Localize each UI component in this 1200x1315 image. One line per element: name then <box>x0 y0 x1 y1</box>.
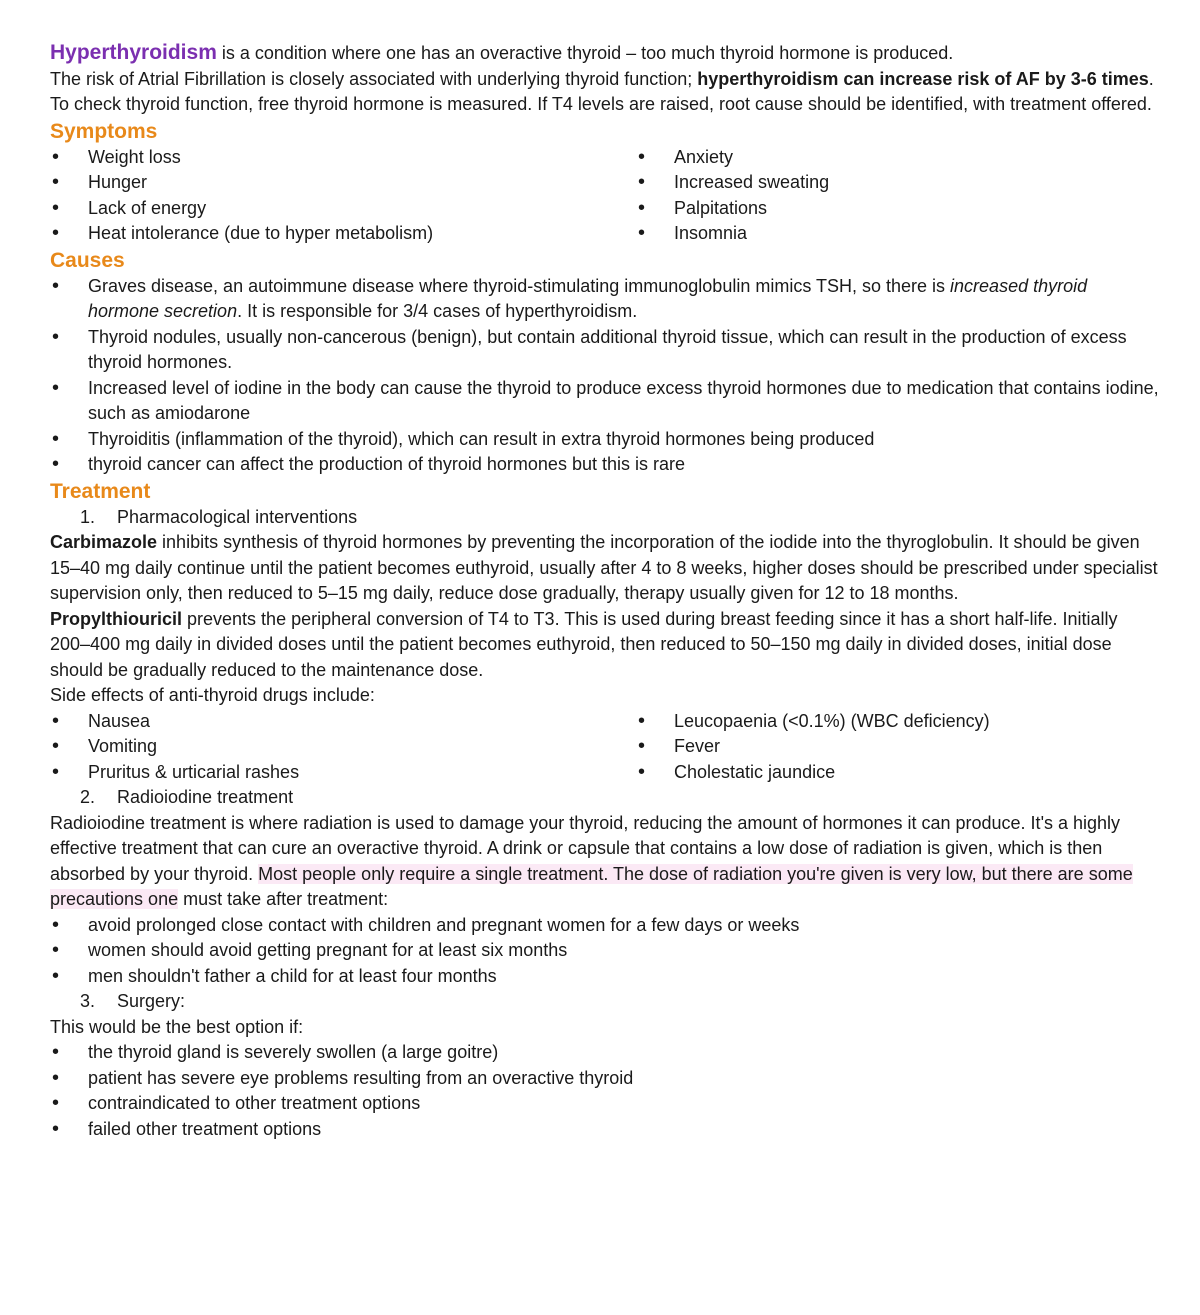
surgery-subheading <box>50 989 1160 1015</box>
radio-text-end: must take after treatment: <box>178 889 389 909</box>
side-effects-intro: Side effects of anti-thyroid drugs include: <box>50 685 375 705</box>
list-item: • Nausea <box>50 709 636 735</box>
list-item: • Lack of energy <box>50 196 636 222</box>
list-item: • Leucopaenia (<0.1%) (WBC deficiency) <box>636 709 1160 735</box>
pharma-label: Pharmacological interventions <box>117 506 358 527</box>
title-word: Hyperthyroidism <box>50 41 217 64</box>
list-item: • Thyroid nodules, usually non-cancerous (benign), but contain additional thyroid tissue, which can result in the production of excess thyroid hormones. <box>50 325 1160 376</box>
graves-italic: increased thyroid hormone secretion <box>88 275 1088 321</box>
af-paragraph <box>50 67 1160 118</box>
radio-subheading <box>50 785 1160 811</box>
symptoms-heading: Symptoms <box>50 119 158 143</box>
surgery-list <box>50 1040 1160 1142</box>
af-text: The risk of Atrial Fibrillation is closely associated with underlying thyroid function; <box>50 68 698 89</box>
symptoms-list <box>50 145 1160 247</box>
list-item: • thyroid cancer can affect the production of thyroid hormones but this is rare <box>50 452 1160 478</box>
carbimazole-paragraph <box>50 530 1160 607</box>
af-risk-bold: hyperthyroidism can increase risk of AF by 3-6 times <box>697 68 1149 89</box>
surgery-label: Surgery: <box>117 991 186 1011</box>
list-item: • Palpitations <box>636 196 1160 222</box>
list-item: • Weight loss <box>50 145 636 171</box>
treatment-heading: Treatment <box>50 479 151 503</box>
list-item: • women should avoid getting pregnant for at least six months <box>50 938 1160 964</box>
symptoms-right-column <box>636 145 1160 247</box>
causes-list <box>50 274 1160 478</box>
list-item: • Insomnia <box>636 221 1160 247</box>
af-text-end: . To check thyroid function, free thyroid hormone is measured. If T4 levels are raised, root cause should be identified, with treatment offered. <box>50 68 1154 114</box>
precautions-list <box>50 913 1160 990</box>
list-item: • Heat intolerance (due to hyper metabolism) <box>50 221 636 247</box>
surgery-intro: This would be the best option if: <box>50 1016 304 1037</box>
ptu-name: Propylthiouricil <box>50 608 183 629</box>
intro-definition: is a condition where one has an overactive thyroid – too much thyroid hormone is produced. <box>216 43 954 63</box>
list-item: • the thyroid gland is severely swollen (a large goitre) <box>50 1040 1160 1066</box>
list-item: • Anxiety <box>636 145 1160 171</box>
graves-end: . It is responsible for 3/4 cases of hyperthyroidism. <box>237 301 638 321</box>
surgery-number: 3. <box>80 991 96 1011</box>
list-item: • failed other treatment options <box>50 1117 1160 1143</box>
list-item: • contraindicated to other treatment options <box>50 1091 1160 1117</box>
list-item: • Cholestatic jaundice <box>636 760 1160 786</box>
list-item: • Vomiting <box>50 734 636 760</box>
ptu-text: prevents the peripheral conversion of T4 to T3. This is used during breast feeding since it has a short half-life. Initially 200–400 mg daily in divided doses until the patient becomes euthyroid, then reduced to 50–150 mg daily in divided doses, initial dose should be gradually reduced to the maintenance dose. <box>50 608 1118 680</box>
pharma-subheading <box>50 505 1160 531</box>
symptoms-left-column <box>50 145 636 247</box>
carbimazole-text: inhibits synthesis of thyroid hormones by preventing the incorporation of the iodide into the thyroglobulin. It should be given 15–40 mg daily continue until the patient becomes euthyroid, usually after 4 to 8 weeks, higher doses should be prescribed under specialist supervision only, then reduced to 5–15 mg daily, reduce dose gradually, therapy usually given for 12 to 18 months. <box>50 532 1158 603</box>
side-effects-right-column <box>636 709 1160 786</box>
radio-paragraph <box>50 811 1160 913</box>
document-page <box>50 40 1160 1142</box>
graves-text: Graves disease, an autoimmune disease where thyroid-stimulating immunoglobulin mimics TSH, so there is <box>88 275 951 296</box>
list-item: • avoid prolonged close contact with children and pregnant women for a few days or weeks <box>50 913 1160 939</box>
radio-label: Radioiodine treatment <box>117 787 294 807</box>
list-item: • Hunger <box>50 170 636 196</box>
ptu-paragraph <box>50 607 1160 684</box>
carbimazole-name: Carbimazole <box>50 532 158 552</box>
side-effects-left-column <box>50 709 636 786</box>
list-item: • men shouldn't father a child for at least four months <box>50 964 1160 990</box>
list-item: • Increased sweating <box>636 170 1160 196</box>
radio-text: Radioiodine treatment is where radiation is used to damage your thyroid, reducing the amount of hormones it can produce. It's a highly effective treatment that can cure an overactive thyroid. A drink or capsule that contains a low dose of radiation is given, which is then absorbed by your thyroid. <box>50 812 1121 884</box>
radio-number: 2. <box>80 787 96 807</box>
intro-paragraph <box>50 40 1160 67</box>
list-item: • Pruritus & urticarial rashes <box>50 760 636 786</box>
side-effects-list <box>50 709 1160 786</box>
list-item: • patient has severe eye problems resulting from an overactive thyroid <box>50 1066 1160 1092</box>
radio-highlight: Most people only require a single treatment. The dose of radiation you're given is very low, but there are some precautions one <box>50 863 1133 909</box>
list-item: • Increased level of iodine in the body can cause the thyroid to produce excess thyroid hormones due to medication that contains iodine, such as amiodarone <box>50 376 1160 427</box>
list-item <box>50 274 1160 325</box>
list-item: • Thyroiditis (inflammation of the thyroid), which can result in extra thyroid hormones being produced <box>50 427 1160 453</box>
causes-heading: Causes <box>50 248 125 272</box>
pharma-number: 1. <box>80 506 96 527</box>
list-item: • Fever <box>636 734 1160 760</box>
